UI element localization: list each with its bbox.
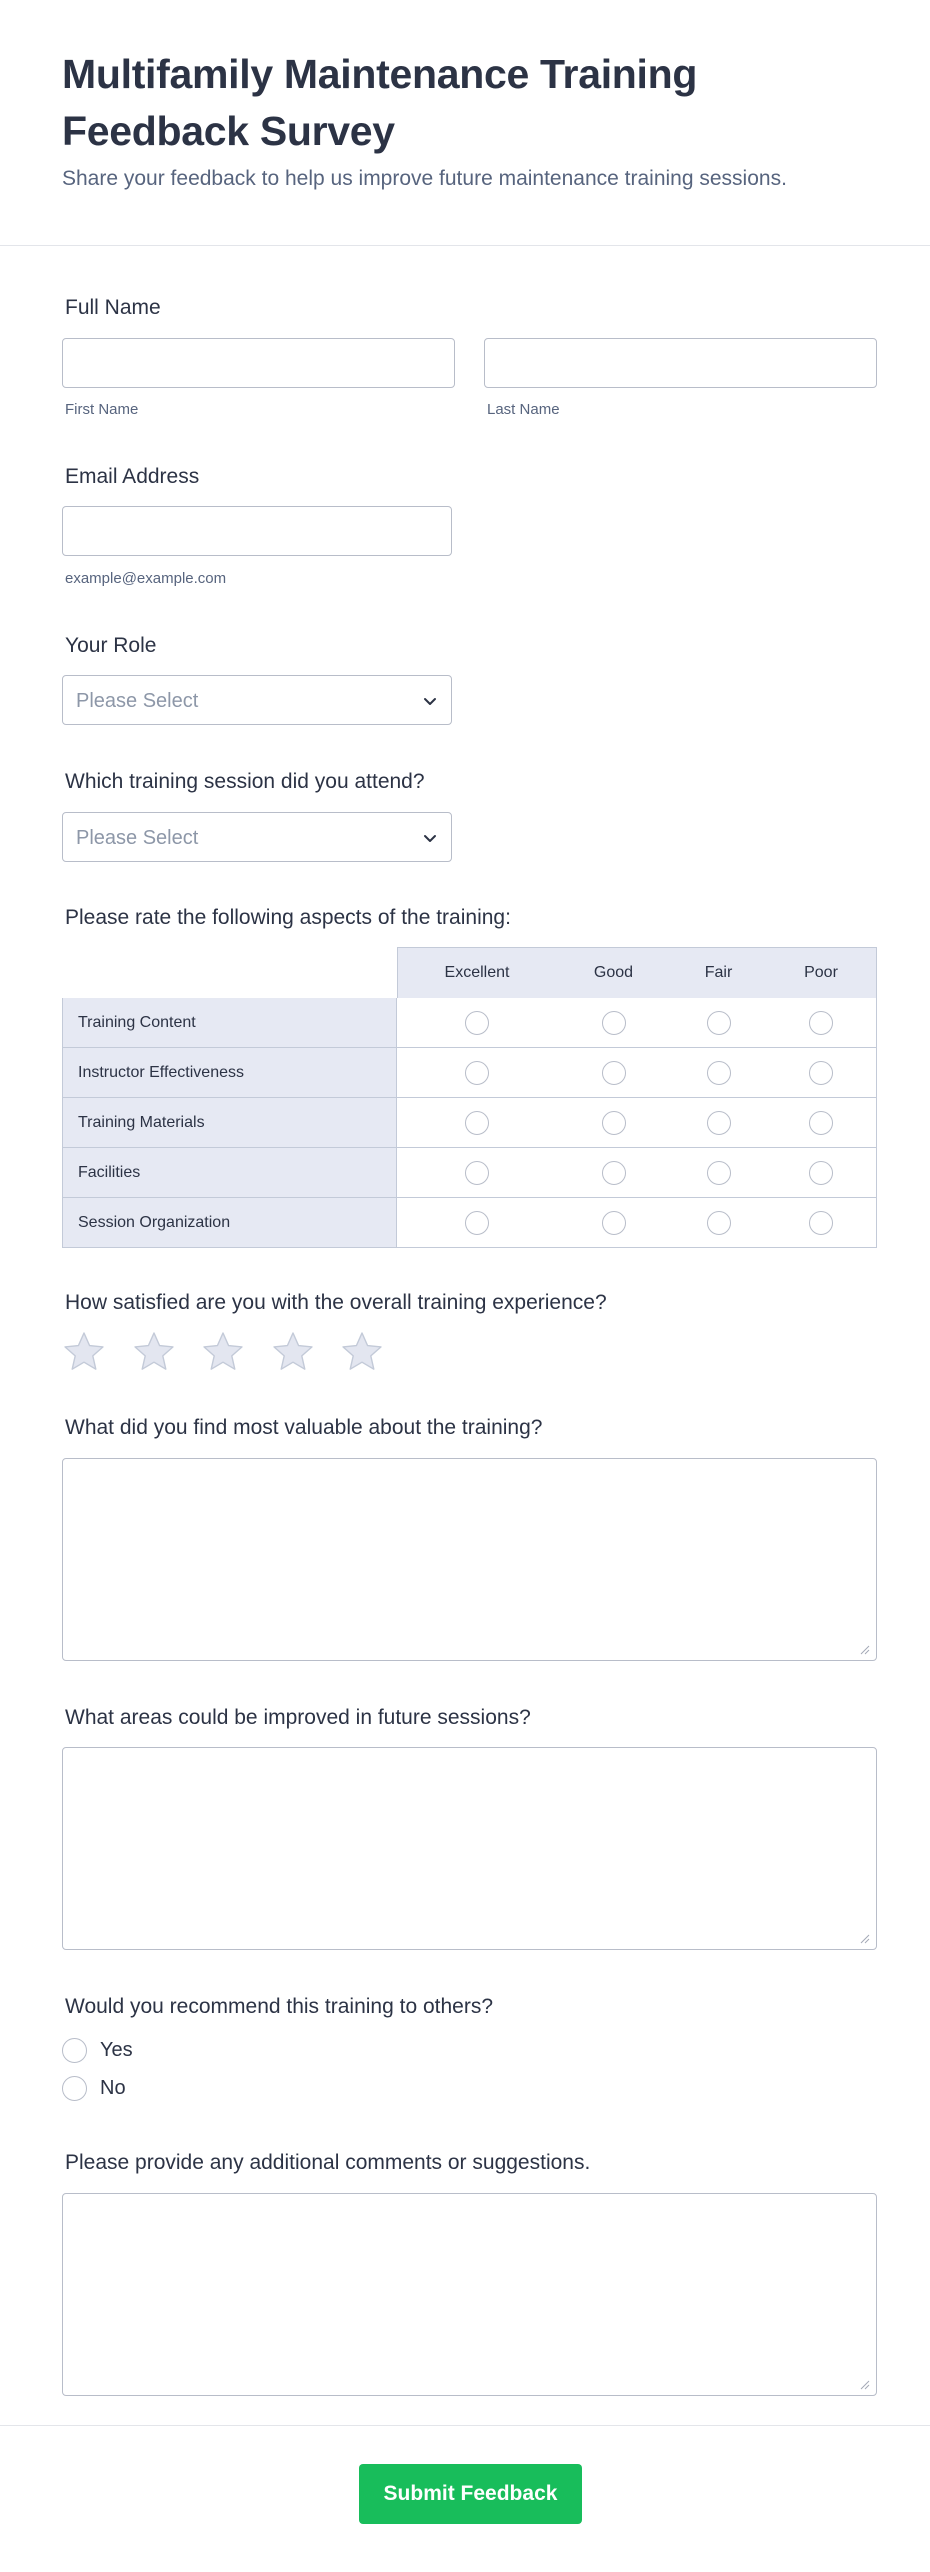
matrix-radio-button[interactable] xyxy=(707,1061,731,1085)
matrix-radio-button[interactable] xyxy=(809,1011,833,1035)
role-label: Your Role xyxy=(65,634,157,657)
recommend-label: Would you recommend this training to others? xyxy=(65,1995,493,2018)
first-name-input[interactable] xyxy=(62,338,455,388)
email-sublabel: example@example.com xyxy=(65,570,227,587)
matrix-radio-button[interactable] xyxy=(707,1211,731,1235)
role-select[interactable] xyxy=(62,675,452,725)
improve-label: What areas could be improved in future sessions? xyxy=(65,1706,531,1729)
star-icon[interactable] xyxy=(340,1330,384,1374)
star-icon[interactable] xyxy=(271,1330,315,1374)
matrix-cell xyxy=(766,998,877,1048)
matrix-radio-button[interactable] xyxy=(465,1111,489,1135)
valuable-label: What did you find most valuable about the training? xyxy=(65,1416,543,1439)
radio-label: Yes xyxy=(100,2039,133,2061)
chevron-down-icon xyxy=(421,829,439,847)
matrix-radio-button[interactable] xyxy=(707,1111,731,1135)
session-select-placeholder: Please Select xyxy=(76,827,199,849)
matrix-cell xyxy=(556,1198,672,1248)
session-select[interactable] xyxy=(62,812,452,862)
matrix-cell xyxy=(766,1148,877,1198)
matrix-radio-button[interactable] xyxy=(809,1061,833,1085)
submit-feedback-button[interactable]: Submit Feedback xyxy=(359,2464,582,2524)
valuable-textarea[interactable] xyxy=(62,1458,877,1661)
matrix-cell xyxy=(556,1048,672,1098)
resize-handle-icon[interactable] xyxy=(860,1934,870,1944)
matrix-column-header: Poor xyxy=(766,947,877,999)
matrix-cell xyxy=(671,1198,767,1248)
matrix-radio-button[interactable] xyxy=(707,1161,731,1185)
form-footer xyxy=(0,2425,930,2572)
matrix-column-header: Fair xyxy=(671,947,767,999)
satisfaction-label: How satisfied are you with the overall training experience? xyxy=(65,1291,607,1314)
star-icon[interactable] xyxy=(201,1330,245,1374)
matrix-cell xyxy=(397,1148,557,1198)
email-input[interactable] xyxy=(62,506,452,556)
matrix-cell xyxy=(556,1098,672,1148)
matrix-radio-button[interactable] xyxy=(602,1111,626,1135)
matrix-radio-button[interactable] xyxy=(707,1011,731,1035)
matrix-cell xyxy=(671,1098,767,1148)
matrix-radio-button[interactable] xyxy=(809,1161,833,1185)
resize-handle-icon[interactable] xyxy=(860,1645,870,1655)
first-name-sublabel: First Name xyxy=(65,401,139,418)
matrix-cell xyxy=(397,1198,557,1248)
form-header xyxy=(0,0,930,246)
form-subtitle: Share your feedback to help us improve future maintenance training sessions. xyxy=(62,167,787,190)
matrix-row-label: Facilities xyxy=(62,1148,397,1198)
last-name-input[interactable] xyxy=(484,338,877,388)
matrix-radio-button[interactable] xyxy=(809,1211,833,1235)
matrix-cell xyxy=(397,998,557,1048)
matrix-cell xyxy=(397,1048,557,1098)
form-title: Multifamily Maintenance Training Feedback Survey xyxy=(62,51,698,154)
matrix-row-label: Instructor Effectiveness xyxy=(62,1048,397,1098)
radio-label: No xyxy=(100,2077,126,2099)
matrix-radio-button[interactable] xyxy=(602,1161,626,1185)
radio-button[interactable] xyxy=(62,2038,87,2063)
matrix-column-header: Good xyxy=(556,947,672,999)
matrix-radio-button[interactable] xyxy=(465,1061,489,1085)
matrix-cell xyxy=(556,1148,672,1198)
matrix-cell xyxy=(766,1098,877,1148)
comments-label: Please provide any additional comments or suggestions. xyxy=(65,2151,591,2174)
session-label: Which training session did you attend? xyxy=(65,770,425,793)
matrix-row-label: Training Materials xyxy=(62,1098,397,1148)
matrix-radio-button[interactable] xyxy=(465,1011,489,1035)
full-name-label: Full Name xyxy=(65,296,161,319)
comments-textarea[interactable] xyxy=(62,2193,877,2396)
matrix-radio-button[interactable] xyxy=(465,1161,489,1185)
matrix-cell xyxy=(671,1048,767,1098)
matrix-column-header: Excellent xyxy=(397,947,557,999)
matrix-cell xyxy=(766,1198,877,1248)
resize-handle-icon[interactable] xyxy=(860,2380,870,2390)
matrix-cell xyxy=(766,1048,877,1098)
role-select-placeholder: Please Select xyxy=(76,690,199,712)
email-label: Email Address xyxy=(65,465,200,488)
matrix-cell xyxy=(556,998,672,1048)
matrix-cell xyxy=(671,1148,767,1198)
matrix-cell xyxy=(397,1098,557,1148)
chevron-down-icon xyxy=(421,692,439,710)
matrix-radio-button[interactable] xyxy=(602,1211,626,1235)
matrix-radio-button[interactable] xyxy=(602,1061,626,1085)
matrix-radio-button[interactable] xyxy=(809,1111,833,1135)
star-icon[interactable] xyxy=(132,1330,176,1374)
last-name-sublabel: Last Name xyxy=(487,401,560,418)
rating-matrix-label: Please rate the following aspects of the training: xyxy=(65,906,511,929)
improve-textarea[interactable] xyxy=(62,1747,877,1950)
radio-button[interactable] xyxy=(62,2076,87,2101)
matrix-row-label: Session Organization xyxy=(62,1198,397,1248)
matrix-radio-button[interactable] xyxy=(465,1211,489,1235)
matrix-row-label: Training Content xyxy=(62,998,397,1048)
star-icon[interactable] xyxy=(62,1330,106,1374)
matrix-cell xyxy=(671,998,767,1048)
matrix-radio-button[interactable] xyxy=(602,1011,626,1035)
